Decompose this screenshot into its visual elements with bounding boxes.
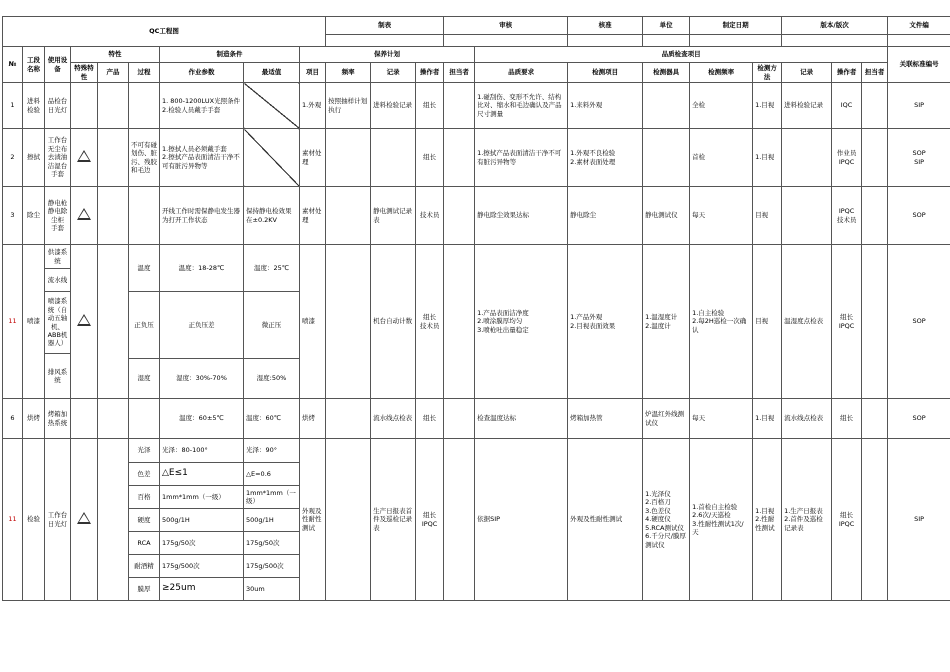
table-row	[3, 245, 950, 269]
inspect-item: 外观及性耐性测试	[568, 439, 643, 601]
process-name: 进料检验	[23, 83, 45, 129]
plan-operator: 组长	[416, 83, 444, 129]
inspect-operator: IQC	[832, 83, 862, 129]
quality-req: 检查温度达标	[475, 399, 568, 439]
special-mark-icon	[71, 245, 98, 399]
process-cell: RCA	[129, 532, 160, 555]
process-cell: 膜厚	[129, 578, 160, 601]
equipment: 喷漆系统（自动五轴机、ABB机器人）	[45, 292, 71, 354]
inspect-tool: 1.温湿度计 2.温度计	[643, 245, 690, 399]
plan-operator: 组长 IPQC	[416, 439, 444, 601]
process-name: 擦拭	[23, 129, 45, 187]
table-row	[3, 439, 950, 463]
optimum: 30um	[244, 578, 300, 601]
col-record: 记录	[371, 63, 416, 83]
col-inspect-freq: 检测频率	[690, 63, 753, 83]
col-equipment: 使用设备	[45, 47, 71, 83]
inspect-freq: 首检	[690, 129, 753, 187]
inspect-operator: 作业员 IPQC	[832, 129, 862, 187]
col-inspect-record: 记录	[782, 63, 832, 83]
col-inspect-operator: 操作者	[832, 63, 862, 83]
table-row	[3, 187, 950, 245]
inspect-method: 1.目视	[753, 83, 782, 129]
col-process: 过程	[129, 63, 160, 83]
optimum-empty	[244, 129, 300, 187]
unit-value	[643, 35, 690, 47]
col-inspect-responsible: 担当者	[862, 63, 888, 83]
work-params: 光泽：80-100°	[160, 439, 244, 463]
process-cell: 温度	[129, 245, 160, 292]
col-inspect-tool: 检测器具	[643, 63, 690, 83]
table-row	[3, 129, 950, 187]
col-special-mark: 特殊特性	[71, 63, 98, 83]
inspect-record: 流水线点检表	[782, 399, 832, 439]
special-mark-icon	[71, 187, 98, 245]
process-cell: 色差	[129, 463, 160, 486]
process-name: 烘烤	[23, 399, 45, 439]
quality-req: 1.产品表面洁净度 2.喷涂膜厚均匀 3.喷枪吐出量稳定	[475, 245, 568, 399]
row-no: 2	[3, 129, 23, 187]
version-label: 版本/版次	[782, 17, 888, 35]
prepared-label: 制表	[326, 17, 444, 35]
special-mark-icon	[71, 129, 98, 187]
reviewed-value	[444, 35, 568, 47]
row-no: 6	[3, 399, 23, 439]
inspect-operator: 组长 IPQC	[832, 245, 862, 399]
plan-operator: 组长 技术员	[416, 245, 444, 399]
inspect-freq: 每天	[690, 399, 753, 439]
work-params: 175g/500次	[160, 555, 244, 578]
optimum: △E=0.6	[244, 463, 300, 486]
optimum: 175g/500次	[244, 555, 300, 578]
plan-record: 进料检验记录	[371, 83, 416, 129]
inspect-operator: 组长 IPQC	[832, 439, 862, 601]
inspect-operator: 组长	[832, 399, 862, 439]
work-params: 开线工作时需保静电发生器为打开工作状态	[160, 187, 244, 245]
inspect-freq: 全检	[690, 83, 753, 129]
triangle-icon	[77, 512, 91, 524]
equipment: 烤箱加热系统	[45, 399, 71, 439]
inspect-method: 1.目视	[753, 129, 782, 187]
document-title: QC工程图	[3, 17, 326, 47]
triangle-icon	[77, 150, 91, 162]
related-std: SOP	[888, 245, 950, 399]
equipment: 流水线	[45, 269, 71, 292]
plan-item: 外观及性耐性测试	[300, 439, 326, 601]
col-responsible: 担当者	[444, 63, 475, 83]
col-related-std: 关联标准编号	[888, 47, 950, 83]
work-params: 175g/50次	[160, 532, 244, 555]
plan-record: 静电测试记录表	[371, 187, 416, 245]
col-operator: 操作者	[416, 63, 444, 83]
table-row	[3, 399, 950, 439]
process-name: 喷漆	[23, 245, 45, 399]
quality-req: 1.碰刮伤、变形不允许、结构比对、缩水和毛边确认及产品尺寸测量	[475, 83, 568, 129]
optimum: 500g/1H	[244, 509, 300, 532]
inspect-freq: 每天	[690, 187, 753, 245]
reviewed-label: 审核	[444, 17, 568, 35]
inspect-tool: 静电测试仪	[643, 187, 690, 245]
related-std: SOP SIP	[888, 129, 950, 187]
row-no: 1	[3, 83, 23, 129]
row-no: 3	[3, 187, 23, 245]
optimum: 175g/50次	[244, 532, 300, 555]
process-name: 除尘	[23, 187, 45, 245]
inspect-record: 1.生产日报表 2.首件及巡检记录表	[782, 439, 832, 601]
triangle-icon	[77, 208, 91, 220]
plan-item: 素材处理	[300, 129, 326, 187]
inspect-method: 1.目视	[753, 399, 782, 439]
inspect-item: 1.产品外观 2.目视表面效果	[568, 245, 643, 399]
work-params: △E≤1	[160, 463, 244, 486]
work-params: 1mm*1mm（一级）	[160, 486, 244, 509]
equipment: 工作台 无尘布 去渍油 洁湿台 手套	[45, 129, 71, 187]
col-inspect-method: 检测方法	[753, 63, 782, 83]
col-work-params: 作业参数	[160, 63, 244, 83]
inspect-tool: 1.光泽仪 2.百格刀 3.色差仪 4.硬度仪 5.RCA测试仪 6.千分尺/膜厚测试仪	[643, 439, 690, 601]
col-inspection-items: 品质检查项目	[475, 47, 888, 63]
optimum: 湿度:50%	[244, 359, 300, 399]
equipment: 静电枪 静电除尘柜 手套	[45, 187, 71, 245]
optimum: 1mm*1mm（一级）	[244, 486, 300, 509]
special-mark-icon	[71, 439, 98, 601]
row-no: 11	[3, 245, 23, 399]
plan-operator: 组长	[416, 399, 444, 439]
inspect-tool: 炉温红外线测试仪	[643, 399, 690, 439]
work-params: 正负压差	[160, 292, 244, 359]
date-value	[690, 35, 782, 47]
col-quality-req: 品质要求	[475, 63, 568, 83]
plan-operator: 组长	[416, 129, 444, 187]
work-params: 1. 800-1200LUX光照条件 2.检验人员戴手手套	[160, 83, 244, 129]
plan-operator: 技术员	[416, 187, 444, 245]
col-special: 特性	[71, 47, 160, 63]
table-row	[3, 83, 950, 129]
work-params: 1.擦拭人员必须戴手套 2.擦拭产品表面清洁干净不可有脏污异物等	[160, 129, 244, 187]
plan-item: 喷漆	[300, 245, 326, 399]
plan-item: 素材处理	[300, 187, 326, 245]
qc-process-chart	[2, 16, 950, 601]
col-no: №	[3, 47, 23, 83]
inspect-operator: IPQC 技术员	[832, 187, 862, 245]
quality-req: 依据SIP	[475, 439, 568, 601]
related-std: SOP	[888, 187, 950, 245]
col-item: 项目	[300, 63, 326, 83]
prepared-value	[326, 35, 444, 47]
unit-label: 单位	[643, 17, 690, 35]
row-no: 11	[3, 439, 23, 601]
optimum: 保持静电检效果在±0.2KV	[244, 187, 300, 245]
equipment: 品检台日光灯	[45, 83, 71, 129]
plan-frequency: 按照抽样计划执行	[326, 83, 371, 129]
work-params: 温度：60±5℃	[160, 399, 244, 439]
quality-req: 静电除尘效果达标	[475, 187, 568, 245]
quality-req: 1.擦拭产品表面清洁干净不可有脏污异物等	[475, 129, 568, 187]
col-inspect-item: 检测项目	[568, 63, 643, 83]
process-cell: 百格	[129, 486, 160, 509]
approved-label: 核准	[568, 17, 643, 35]
approved-value	[568, 35, 643, 47]
inspect-item: 静电除尘	[568, 187, 643, 245]
col-frequency: 频率	[326, 63, 371, 83]
inspect-method: 目视	[753, 187, 782, 245]
work-params: ≥25um	[160, 578, 244, 601]
inspect-record: 温湿度点检表	[782, 245, 832, 399]
equipment: 工作台日光灯	[45, 439, 71, 601]
col-process-name: 工段名称	[23, 47, 45, 83]
optimum: 光泽：90°	[244, 439, 300, 463]
related-std: SIP	[888, 439, 950, 601]
doc-no-label: 文件编	[888, 17, 950, 35]
equipment: 排风系统	[45, 354, 71, 399]
plan-item: 1.外观	[300, 83, 326, 129]
inspect-method: 1.目视 2.性耐性测试	[753, 439, 782, 601]
inspect-freq: 1.首检自主检验 2.6次/天巡检 3.性耐性测试1次/天	[690, 439, 753, 601]
date-label: 制定日期	[690, 17, 782, 35]
inspect-item: 烤箱加热管	[568, 399, 643, 439]
process-cell: 不可有碰划伤、脏污、残胶和毛边	[129, 129, 160, 187]
work-params: 500g/1H	[160, 509, 244, 532]
inspect-item: 1.外观不良检验 2.素材表面处理	[568, 129, 643, 187]
inspect-method: 目视	[753, 245, 782, 399]
equipment: 供漆系统	[45, 245, 71, 269]
related-std: SOP	[888, 399, 950, 439]
optimum: 温度：60℃	[244, 399, 300, 439]
process-cell: 耐酒精	[129, 555, 160, 578]
inspect-record: 进料检验记录	[782, 83, 832, 129]
col-protection-plan: 保养计划	[300, 47, 475, 63]
plan-item: 烘烤	[300, 399, 326, 439]
inspect-freq: 1.自主检验 2.每2H巡检一次确认	[690, 245, 753, 399]
work-params: 湿度：30%-70%	[160, 359, 244, 399]
process-name: 检验	[23, 439, 45, 601]
optimum: 微正压	[244, 292, 300, 359]
col-product: 产品	[98, 63, 129, 83]
work-params: 温度：18-28℃	[160, 245, 244, 292]
plan-record: 机台自动计数	[371, 245, 416, 399]
optimum-empty	[244, 83, 300, 129]
triangle-icon	[77, 314, 91, 326]
process-cell: 正负压	[129, 292, 160, 359]
col-optimum: 最适值	[244, 63, 300, 83]
optimum: 温度：25℃	[244, 245, 300, 292]
process-cell: 硬度	[129, 509, 160, 532]
inspect-item: 1.来料外观	[568, 83, 643, 129]
plan-record: 流水线点检表	[371, 399, 416, 439]
related-std: SIP	[888, 83, 950, 129]
process-cell: 湿度	[129, 359, 160, 399]
col-mfg-conditions: 制造条件	[160, 47, 300, 63]
process-cell: 光泽	[129, 439, 160, 463]
plan-record: 生产日报表首件及巡检记录表	[371, 439, 416, 601]
version-value	[782, 35, 888, 47]
doc-no-value	[888, 35, 950, 47]
